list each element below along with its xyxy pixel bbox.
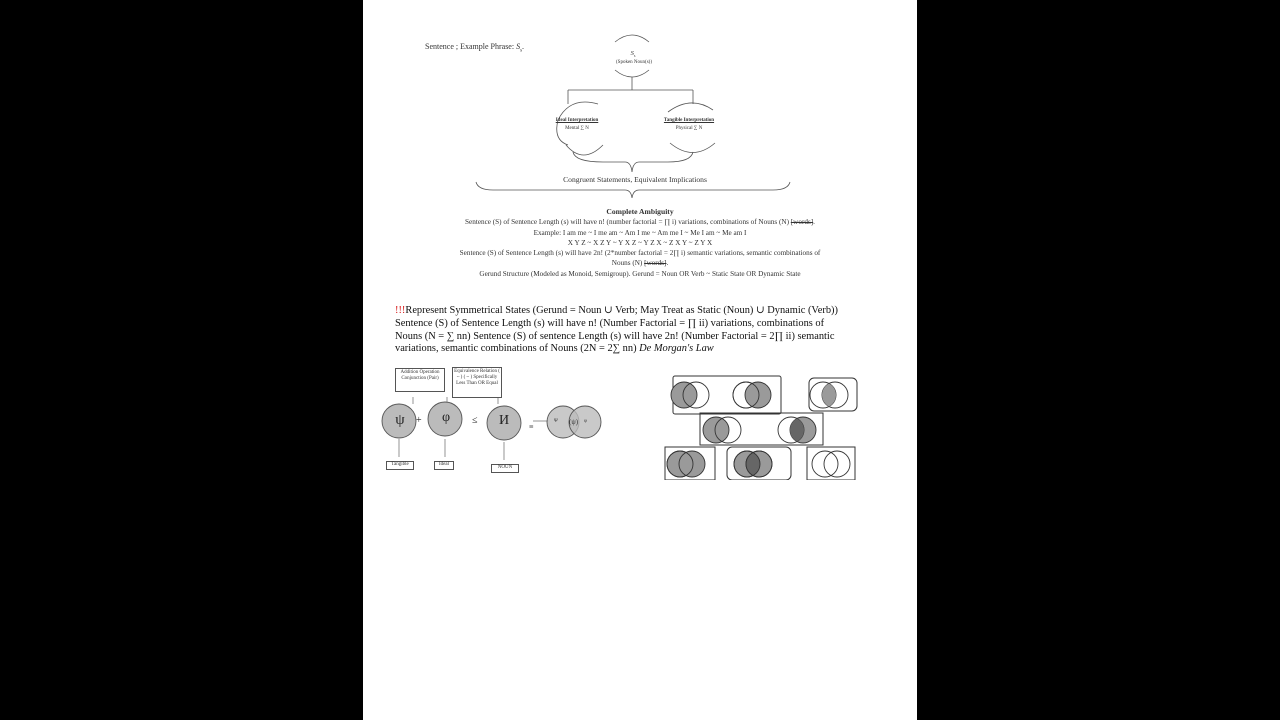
de-morgans-law: De Morgan's Law <box>639 343 714 355</box>
ambiguity-line-3: X Y Z ~ X Z Y ~ Y X Z ~ Y Z X ~ Z X Y ~ Z Y X <box>567 238 713 247</box>
en-symbol: И <box>498 413 510 428</box>
ambiguity-block <box>430 207 850 279</box>
tree-bottom-caption: Congruent Statements, Equivalent Implications <box>563 175 707 184</box>
ambiguity-heading: Complete Ambiguity <box>606 207 674 216</box>
venn-left-label: Ψ <box>554 419 558 424</box>
top-node-sub: s <box>633 53 636 59</box>
exclamation-marks: !!! <box>395 305 406 316</box>
right-node-title: Tangible Interpretation <box>663 118 715 123</box>
paragraph-line-1 <box>395 305 885 318</box>
ambiguity-line-5-end: . <box>666 259 669 268</box>
right-node-sub: Physical ∑ N <box>675 126 703 131</box>
middle-brace <box>573 152 693 172</box>
paragraph-line-4 <box>395 343 885 356</box>
header-symbol-sub: s <box>520 48 523 54</box>
venn-right-label: φ <box>584 419 587 424</box>
paragraph-line-2: Sentence (S) of Sentence Length (s) will have n! (Number Factorial = ∏ ii) variations, combinations of <box>395 317 825 329</box>
equiv-symbol: ≡ <box>529 422 534 431</box>
right-node-arc-bottom <box>670 143 715 153</box>
header-symbol: S <box>516 42 521 51</box>
ambiguity-line-1-end: . <box>813 218 815 227</box>
equivalence-box: Equivalence Relation ( ~ ) ( ~ ) Specifically Less Than OR Equal <box>452 367 502 398</box>
right-node-arc-top <box>668 103 713 112</box>
top-node-symbol: S <box>630 50 634 57</box>
top-node-arc-top <box>615 35 649 42</box>
ambiguity-line-1-strike: [words] <box>790 218 814 227</box>
header-symbol-end: . <box>522 42 525 51</box>
tree-diagram <box>363 0 917 200</box>
addition-box: Addition Operation Conjunction (Pair) <box>395 368 445 392</box>
venn-grid <box>660 372 860 480</box>
ambiguity-line-1 <box>430 217 850 227</box>
left-node-arc-bottom <box>566 145 603 155</box>
noun-label: NOUN <box>491 464 519 473</box>
ambiguity-line-6: Gerund Structure (Modeled as Monoid, Semigroup). Gerund = Noun OR Verb ~ Static State OR Dynamic State <box>479 269 801 278</box>
ideal-label: Ideal <box>434 461 454 470</box>
left-node-sub: Mental ∑ N <box>565 126 589 131</box>
ambiguity-line-5 <box>430 258 850 268</box>
ambiguity-line-2: Example: I am me ~ I me am ~ Am I me ~ Am me I ~ Me I am ~ Me am I <box>533 228 747 237</box>
psi-symbol: ψ <box>395 412 405 428</box>
phi-symbol: φ <box>441 410 451 425</box>
tangible-label: Tangible <box>386 461 414 470</box>
ambiguity-line-5-strike: [words] <box>644 259 667 268</box>
venn-mid-label: (ψ) <box>569 418 579 426</box>
header-text: Sentence ; Example Phrase: <box>425 42 517 51</box>
bottom-brace <box>476 182 790 198</box>
leq-symbol: ≤ <box>472 415 478 426</box>
ambiguity-line-5-text: Nouns (N) <box>611 259 645 268</box>
top-node-caption: (Spoken Noun(s)) <box>616 60 652 65</box>
paragraph-line-3: Nouns (N = ∑ nn) Sentence (S) of sentence Length (s) will have 2n! (Number Factorial = 2∏ ii) semantic <box>395 330 835 342</box>
plus-symbol: + <box>416 415 422 426</box>
left-node-title: Ideal Interpretation <box>555 118 599 123</box>
ambiguity-line-4: Sentence (S) of Sentence Length (s) will have 2n! (2*number factorial = 2∏ i) semantic variations, semantic combinations of <box>459 249 821 258</box>
ambiguity-line-1-text: Sentence (S) of Sentence Length (s) will have n! (number factorial = ∏ i) variations, combinations of Nouns (N) <box>465 218 791 227</box>
paragraph-line-1-text: Represent Symmetrical States (Gerund = Noun ∪ Verb; May Treat as Static (Noun) ∪ Dynamic (Verb)) <box>405 305 838 316</box>
main-paragraph <box>395 305 885 356</box>
paragraph-line-4-text: variations, semantic combinations of Nouns (2N = 2∑ nn) <box>395 343 640 355</box>
top-node-arc-bottom <box>615 70 649 77</box>
top-node <box>616 50 650 58</box>
